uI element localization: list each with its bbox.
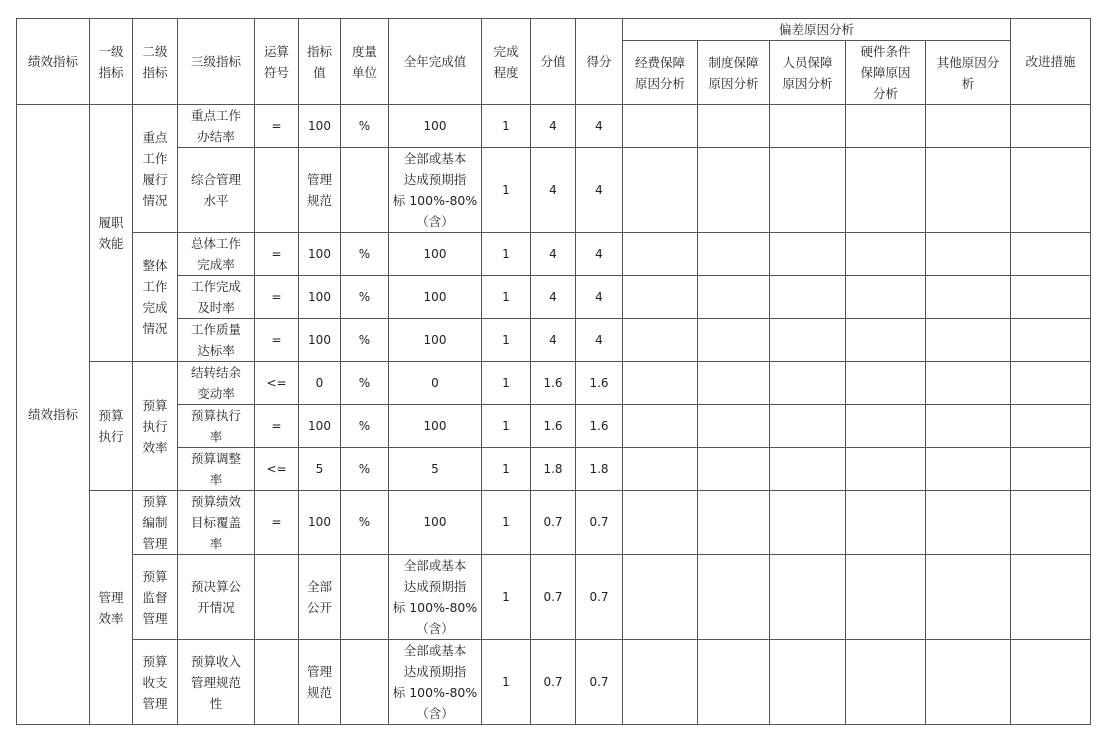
empty-cell bbox=[1011, 276, 1091, 319]
header-row-1 bbox=[17, 19, 1091, 41]
empty-cell bbox=[846, 148, 926, 233]
table-row bbox=[17, 555, 1091, 640]
empty-cell bbox=[846, 233, 926, 276]
table-row bbox=[17, 640, 1091, 725]
empty-cell bbox=[1011, 319, 1091, 362]
empty-cell bbox=[698, 319, 770, 362]
l3-cell: 预算执行 率 bbox=[178, 405, 255, 448]
unit-cell bbox=[341, 555, 389, 640]
empty-cell bbox=[1011, 105, 1091, 148]
header-score-value: 分值 bbox=[531, 19, 576, 105]
score-value-cell: 1.6 bbox=[531, 362, 576, 405]
target-cell: 0 bbox=[299, 362, 341, 405]
score-cell: 4 bbox=[576, 276, 623, 319]
target-cell: 管理 规范 bbox=[299, 148, 341, 233]
op-cell: = bbox=[255, 276, 299, 319]
score-cell: 1.8 bbox=[576, 448, 623, 491]
group-l2-c: 预算 执行 效率 bbox=[133, 362, 178, 491]
empty-cell bbox=[623, 405, 698, 448]
header-improvement: 改进措施 bbox=[1011, 19, 1091, 105]
header-completion: 完成 程度 bbox=[482, 19, 531, 105]
empty-cell bbox=[770, 448, 846, 491]
group-l2-b: 整体 工作 完成 情况 bbox=[133, 233, 178, 362]
score-cell: 0.7 bbox=[576, 640, 623, 725]
unit-cell: % bbox=[341, 491, 389, 555]
op-cell: = bbox=[255, 405, 299, 448]
empty-cell bbox=[1011, 555, 1091, 640]
empty-cell bbox=[926, 491, 1011, 555]
empty-cell bbox=[623, 276, 698, 319]
score-cell: 4 bbox=[576, 105, 623, 148]
header-dev-system: 制度保障 原因分析 bbox=[698, 41, 770, 105]
unit-cell: % bbox=[341, 448, 389, 491]
unit-cell: % bbox=[341, 105, 389, 148]
annual-cell: 5 bbox=[389, 448, 482, 491]
table-row bbox=[17, 491, 1091, 555]
empty-cell bbox=[846, 491, 926, 555]
header-level1: 一级 指标 bbox=[90, 19, 133, 105]
empty-cell bbox=[1011, 148, 1091, 233]
empty-cell bbox=[698, 276, 770, 319]
group-l2-d: 预算 编制 管理 bbox=[133, 491, 178, 555]
completion-cell: 1 bbox=[482, 362, 531, 405]
empty-cell bbox=[846, 105, 926, 148]
l3-cell: 重点工作 办结率 bbox=[178, 105, 255, 148]
empty-cell bbox=[1011, 640, 1091, 725]
empty-cell bbox=[623, 640, 698, 725]
score-value-cell: 1.8 bbox=[531, 448, 576, 491]
op-cell bbox=[255, 640, 299, 725]
score-value-cell: 4 bbox=[531, 105, 576, 148]
header-deviation: 偏差原因分析 bbox=[623, 19, 1011, 41]
op-cell: = bbox=[255, 105, 299, 148]
empty-cell bbox=[926, 319, 1011, 362]
annual-cell: 全部或基本 达成预期指 标 100%-80% （含） bbox=[389, 640, 482, 725]
empty-cell bbox=[926, 276, 1011, 319]
empty-cell bbox=[846, 555, 926, 640]
empty-cell bbox=[846, 319, 926, 362]
header-dev-other: 其他原因分 析 bbox=[926, 41, 1011, 105]
group-l2-f: 预算 收支 管理 bbox=[133, 640, 178, 725]
empty-cell bbox=[770, 105, 846, 148]
completion-cell: 1 bbox=[482, 276, 531, 319]
op-cell bbox=[255, 148, 299, 233]
empty-cell bbox=[623, 491, 698, 555]
score-value-cell: 4 bbox=[531, 148, 576, 233]
empty-cell bbox=[623, 233, 698, 276]
table-row bbox=[17, 319, 1091, 362]
empty-cell bbox=[926, 405, 1011, 448]
score-value-cell: 1.6 bbox=[531, 405, 576, 448]
l3-cell: 结转结余 变动率 bbox=[178, 362, 255, 405]
table-row bbox=[17, 405, 1091, 448]
completion-cell: 1 bbox=[482, 640, 531, 725]
empty-cell bbox=[926, 448, 1011, 491]
completion-cell: 1 bbox=[482, 491, 531, 555]
score-cell: 1.6 bbox=[576, 362, 623, 405]
empty-cell bbox=[926, 148, 1011, 233]
target-cell: 100 bbox=[299, 491, 341, 555]
unit-cell: % bbox=[341, 276, 389, 319]
empty-cell bbox=[926, 105, 1011, 148]
score-value-cell: 4 bbox=[531, 276, 576, 319]
target-cell: 100 bbox=[299, 105, 341, 148]
target-cell: 全部 公开 bbox=[299, 555, 341, 640]
header-level3: 三级指标 bbox=[178, 19, 255, 105]
empty-cell bbox=[770, 362, 846, 405]
empty-cell bbox=[770, 491, 846, 555]
score-cell: 4 bbox=[576, 233, 623, 276]
target-cell: 100 bbox=[299, 233, 341, 276]
empty-cell bbox=[770, 405, 846, 448]
score-cell: 4 bbox=[576, 148, 623, 233]
score-value-cell: 4 bbox=[531, 319, 576, 362]
empty-cell bbox=[770, 319, 846, 362]
annual-cell: 100 bbox=[389, 105, 482, 148]
score-value-cell: 0.7 bbox=[531, 555, 576, 640]
group-l2-a: 重点 工作 履行 情况 bbox=[133, 105, 178, 233]
empty-cell bbox=[846, 640, 926, 725]
empty-cell bbox=[846, 276, 926, 319]
empty-cell bbox=[623, 362, 698, 405]
empty-cell bbox=[698, 233, 770, 276]
empty-cell bbox=[698, 405, 770, 448]
op-cell: = bbox=[255, 491, 299, 555]
completion-cell: 1 bbox=[482, 555, 531, 640]
empty-cell bbox=[770, 276, 846, 319]
annual-cell: 全部或基本 达成预期指 标 100%-80% （含） bbox=[389, 148, 482, 233]
score-value-cell: 0.7 bbox=[531, 491, 576, 555]
empty-cell bbox=[623, 319, 698, 362]
table-row bbox=[17, 105, 1091, 148]
header-dev-funding: 经费保障 原因分析 bbox=[623, 41, 698, 105]
header-dev-personnel: 人员保障 原因分析 bbox=[770, 41, 846, 105]
target-cell: 100 bbox=[299, 405, 341, 448]
annual-cell: 100 bbox=[389, 276, 482, 319]
header-target: 指标 值 bbox=[299, 19, 341, 105]
empty-cell bbox=[926, 233, 1011, 276]
empty-cell bbox=[926, 640, 1011, 725]
target-cell: 管理 规范 bbox=[299, 640, 341, 725]
header-level2: 二级 指标 bbox=[133, 19, 178, 105]
target-cell: 100 bbox=[299, 319, 341, 362]
score-cell: 4 bbox=[576, 319, 623, 362]
empty-cell bbox=[623, 555, 698, 640]
empty-cell bbox=[770, 148, 846, 233]
l3-cell: 工作完成 及时率 bbox=[178, 276, 255, 319]
score-cell: 0.7 bbox=[576, 491, 623, 555]
completion-cell: 1 bbox=[482, 448, 531, 491]
group-l2-e: 预算 监督 管理 bbox=[133, 555, 178, 640]
empty-cell bbox=[846, 448, 926, 491]
op-cell: = bbox=[255, 319, 299, 362]
group-root: 绩效指标 bbox=[17, 105, 90, 725]
op-cell: <= bbox=[255, 448, 299, 491]
completion-cell: 1 bbox=[482, 233, 531, 276]
empty-cell bbox=[623, 448, 698, 491]
annual-cell: 0 bbox=[389, 362, 482, 405]
empty-cell bbox=[623, 148, 698, 233]
l3-cell: 总体工作 完成率 bbox=[178, 233, 255, 276]
empty-cell bbox=[926, 362, 1011, 405]
header-operator: 运算 符号 bbox=[255, 19, 299, 105]
empty-cell bbox=[698, 148, 770, 233]
unit-cell: % bbox=[341, 405, 389, 448]
empty-cell bbox=[623, 105, 698, 148]
empty-cell bbox=[698, 491, 770, 555]
empty-cell bbox=[770, 640, 846, 725]
empty-cell bbox=[698, 555, 770, 640]
empty-cell bbox=[698, 105, 770, 148]
empty-cell bbox=[1011, 362, 1091, 405]
table-row bbox=[17, 448, 1091, 491]
score-value-cell: 4 bbox=[531, 233, 576, 276]
header-annual-value: 全年完成值 bbox=[389, 19, 482, 105]
empty-cell bbox=[770, 555, 846, 640]
annual-cell: 全部或基本 达成预期指 标 100%-80% （含） bbox=[389, 555, 482, 640]
table-row bbox=[17, 148, 1091, 233]
completion-cell: 1 bbox=[482, 319, 531, 362]
op-cell: <= bbox=[255, 362, 299, 405]
score-cell: 1.6 bbox=[576, 405, 623, 448]
unit-cell bbox=[341, 640, 389, 725]
annual-cell: 100 bbox=[389, 233, 482, 276]
table-row bbox=[17, 233, 1091, 276]
header-perf-indicator: 绩效指标 bbox=[17, 19, 90, 105]
empty-cell bbox=[1011, 233, 1091, 276]
performance-table bbox=[16, 18, 1091, 725]
group-l1-c: 管理 效率 bbox=[90, 491, 133, 725]
group-l1-b: 预算 执行 bbox=[90, 362, 133, 491]
header-unit: 度量 单位 bbox=[341, 19, 389, 105]
op-cell: = bbox=[255, 233, 299, 276]
unit-cell bbox=[341, 148, 389, 233]
empty-cell bbox=[698, 362, 770, 405]
l3-cell: 预算收入 管理规范 性 bbox=[178, 640, 255, 725]
score-cell: 0.7 bbox=[576, 555, 623, 640]
empty-cell bbox=[770, 233, 846, 276]
completion-cell: 1 bbox=[482, 405, 531, 448]
l3-cell: 预决算公 开情况 bbox=[178, 555, 255, 640]
empty-cell bbox=[1011, 405, 1091, 448]
empty-cell bbox=[846, 362, 926, 405]
op-cell bbox=[255, 555, 299, 640]
header-score: 得分 bbox=[576, 19, 623, 105]
annual-cell: 100 bbox=[389, 491, 482, 555]
completion-cell: 1 bbox=[482, 148, 531, 233]
target-cell: 5 bbox=[299, 448, 341, 491]
unit-cell: % bbox=[341, 362, 389, 405]
empty-cell bbox=[698, 640, 770, 725]
annual-cell: 100 bbox=[389, 405, 482, 448]
empty-cell bbox=[698, 448, 770, 491]
annual-cell: 100 bbox=[389, 319, 482, 362]
empty-cell bbox=[846, 405, 926, 448]
completion-cell: 1 bbox=[482, 105, 531, 148]
table-row bbox=[17, 276, 1091, 319]
table-row bbox=[17, 362, 1091, 405]
l3-cell: 工作质量 达标率 bbox=[178, 319, 255, 362]
l3-cell: 预算绩效 目标覆盖 率 bbox=[178, 491, 255, 555]
empty-cell bbox=[1011, 448, 1091, 491]
empty-cell bbox=[926, 555, 1011, 640]
group-l1-a: 履职 效能 bbox=[90, 105, 133, 362]
l3-cell: 预算调整 率 bbox=[178, 448, 255, 491]
header-dev-hardware: 硬件条件 保障原因 分析 bbox=[846, 41, 926, 105]
l3-cell: 综合管理 水平 bbox=[178, 148, 255, 233]
unit-cell: % bbox=[341, 233, 389, 276]
empty-cell bbox=[1011, 491, 1091, 555]
score-value-cell: 0.7 bbox=[531, 640, 576, 725]
unit-cell: % bbox=[341, 319, 389, 362]
target-cell: 100 bbox=[299, 276, 341, 319]
